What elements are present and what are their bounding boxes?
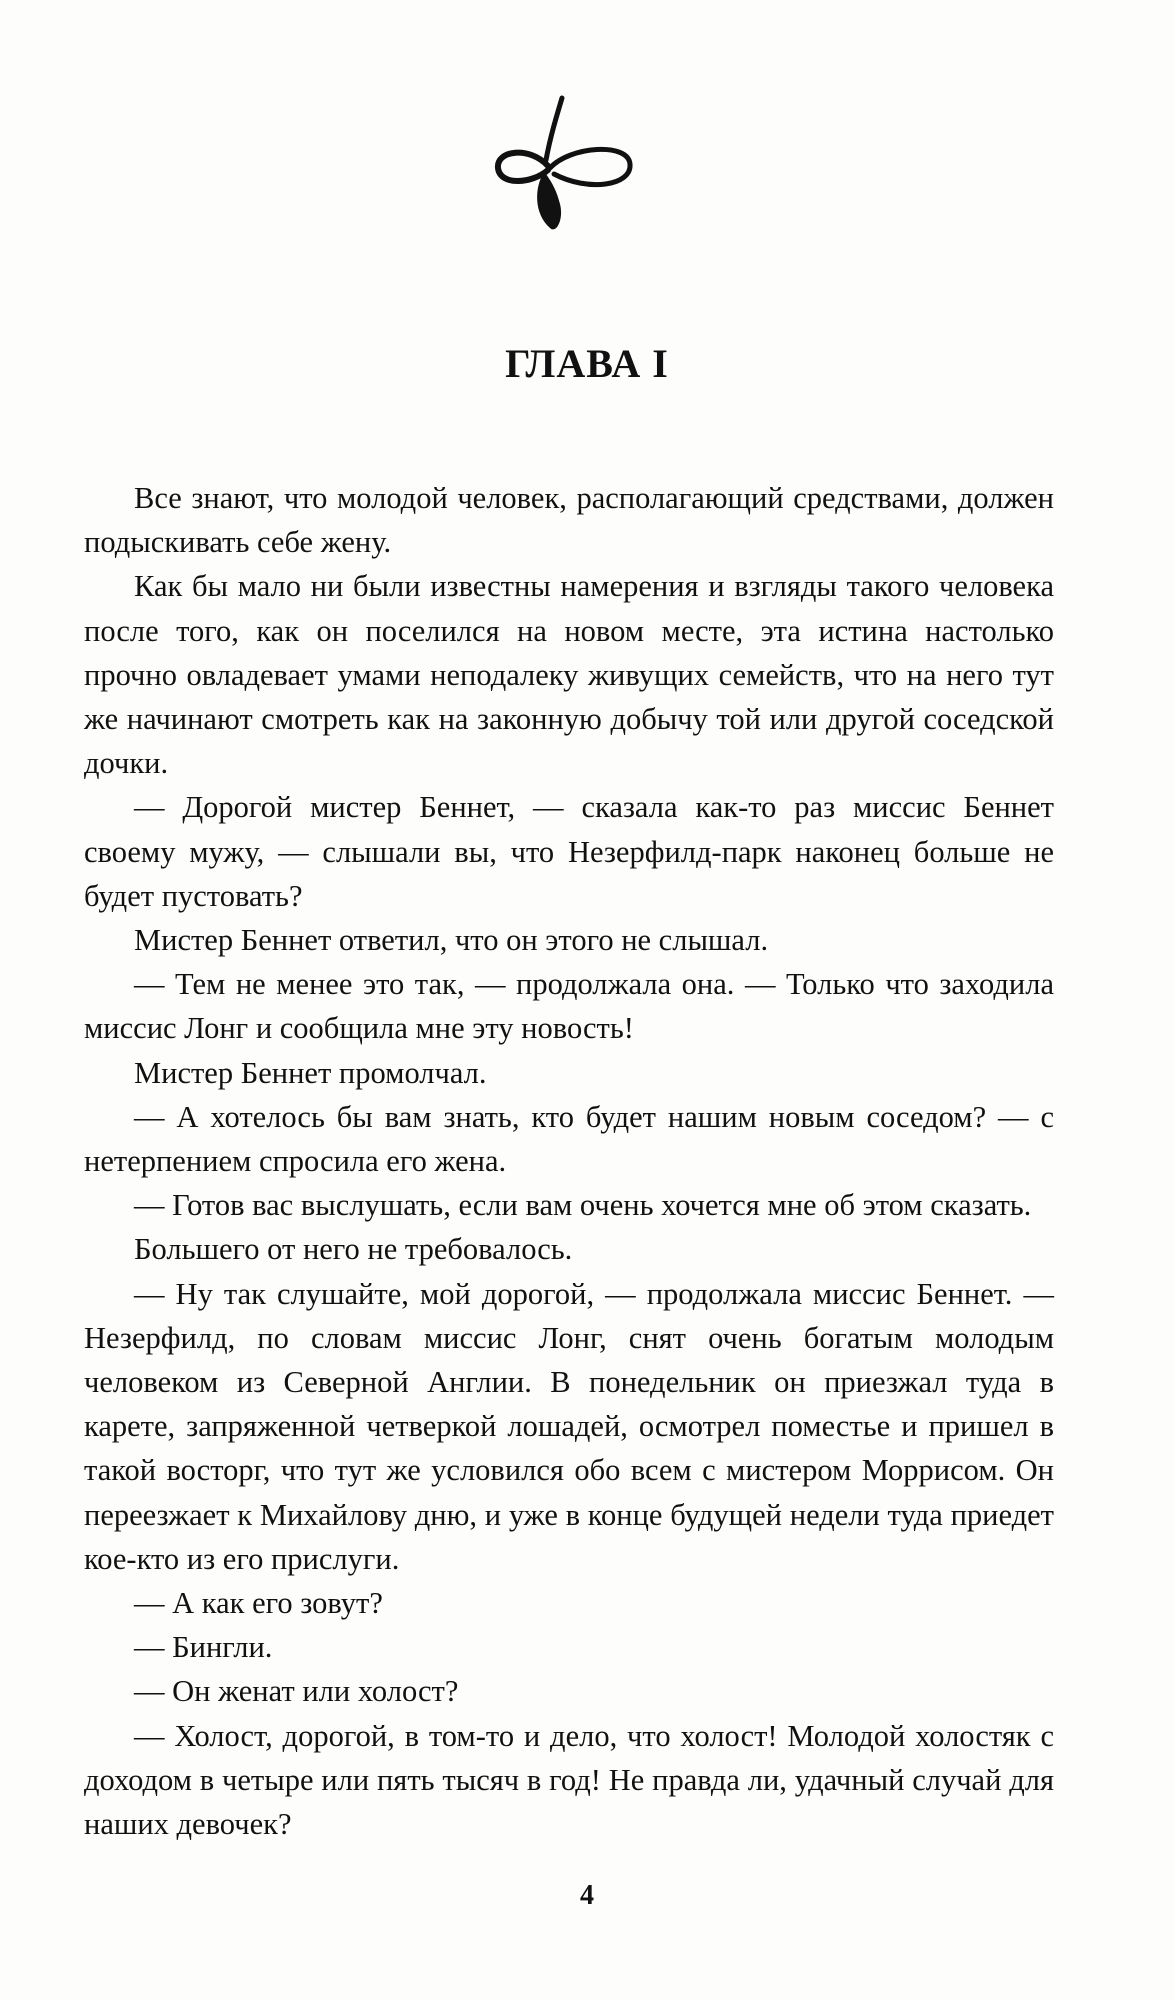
paragraph: — Дорогой мистер Беннет, — сказала как-то раз миссис Беннет своему мужу, — слышали вы, что Незерфилд-парк наконец больше не будет пустовать? — [84, 790, 1054, 913]
chapter-body — [84, 476, 1054, 1846]
paragraph: — Готов вас выслушать, если вам очень хочется мне об этом сказать. — [134, 1188, 1032, 1223]
paragraph: Как бы мало ни были известны намерения и взгляды такого человека после того, как он поселился на новом месте, эта истина настолько прочно овладевает умами неподалеку живущих семейств, что на него тут же начинают смотреть как на законную добычу той или другой соседской дочки. — [84, 569, 1054, 781]
paragraph: — Бингли. — [134, 1630, 273, 1665]
calligraphic-flourish-icon — [490, 88, 640, 238]
paragraph: — Холост, дорогой, в том-то и дело, что холост! Молодой холостяк с доходом в четыре или пять тысяч в год! Не правда ли, удачный случай для наших девочек? — [84, 1718, 1054, 1842]
paragraph: Мистер Беннет ответил, что он этого не слышал. — [134, 923, 769, 958]
paragraph: — А как его зовут? — [134, 1586, 383, 1621]
paragraph: — Тем не менее это так, — продолжала она. — Только что заходила миссис Лонг и сообщила мне эту новость! — [84, 967, 1054, 1046]
page-number: 4 — [580, 1880, 594, 1911]
paragraph: — Он женат или холост? — [134, 1674, 459, 1709]
paragraph: Мистер Беннет промолчал. — [134, 1055, 487, 1090]
paragraph: Все знают, что молодой человек, располагающий средствами, должен подыскивать себе жену. — [84, 481, 1054, 560]
paragraph: — А хотелось бы вам знать, кто будет нашим новым соседом? — с нетерпением спросила его жена. — [84, 1099, 1054, 1179]
chapter-title: ГЛАВА I — [505, 341, 669, 386]
paragraph: Большего от него не требовалось. — [134, 1232, 573, 1267]
paragraph: — Ну так слушайте, мой дорогой, — продолжала миссис Беннет. — Незерфилд, по словам миссис Лонг, снят очень богатым молодым человеком из Северной Англии. В понедельник он приезжал туда в карете, запряженной четверкой лошадей, осмотрел поместье и пришел в такой восторг, что тут же условился обо всем с мистером Моррисом. Он переезжает к Михайлову дню, и уже в конце будущей недели туда приедет кое-кто из его прислуги. — [84, 1276, 1054, 1576]
